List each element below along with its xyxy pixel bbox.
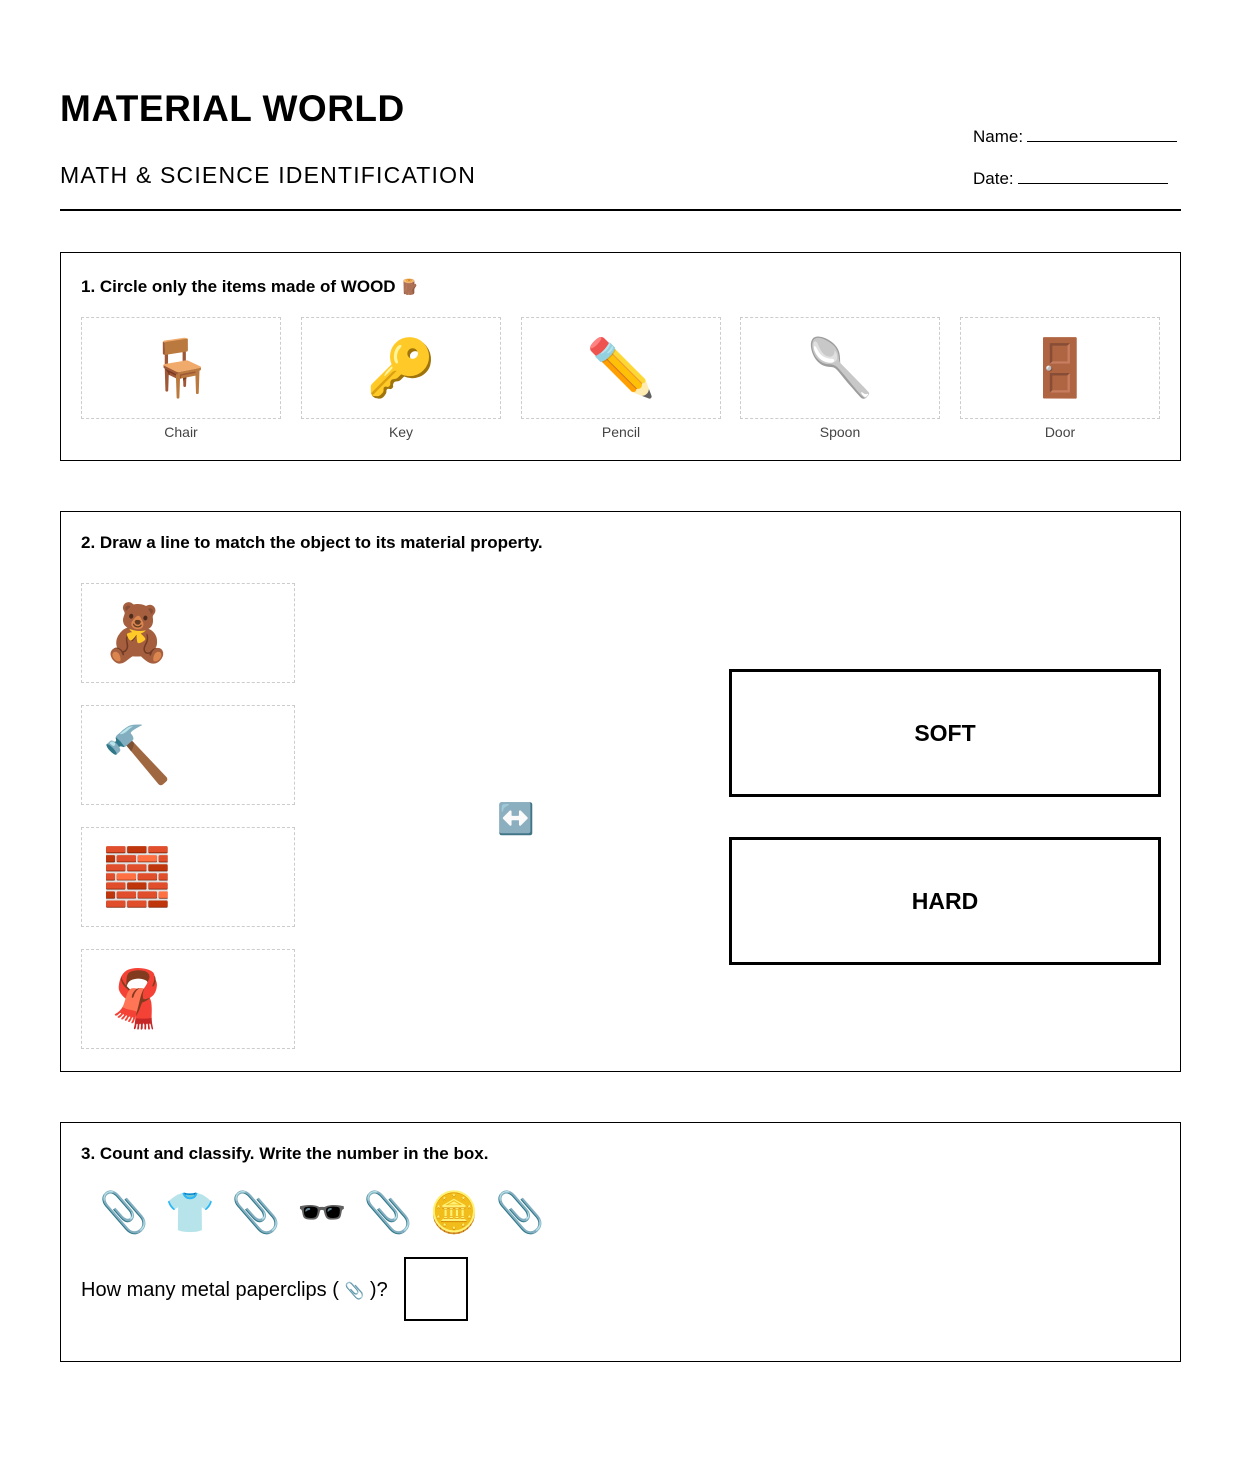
spoon-icon: 🥄 — [805, 336, 875, 399]
pencil-icon: ✏️ — [586, 336, 656, 399]
door-icon: 🚪 — [1025, 336, 1095, 399]
item-spoon[interactable] — [740, 317, 940, 419]
object-hammer[interactable] — [81, 705, 295, 805]
date-line[interactable] — [1018, 183, 1168, 184]
property-soft[interactable]: SOFT — [729, 669, 1161, 797]
date-field[interactable] — [973, 169, 1168, 189]
item-pencil[interactable] — [521, 317, 721, 419]
section-count — [60, 1122, 1181, 1362]
section3-question: 3. Count and classify. Write the number in the box. — [81, 1144, 489, 1163]
scarf-icon: 🧣 — [102, 967, 172, 1030]
item-label: Chair — [164, 424, 198, 440]
object-teddy-bear[interactable] — [81, 583, 295, 683]
answer-box[interactable] — [404, 1257, 468, 1321]
name-label: Name: — [973, 127, 1024, 146]
paperclip-icon: 📎 — [231, 1191, 281, 1235]
section2-question: 2. Draw a line to match the object to its material property. — [81, 533, 543, 552]
chair-icon: 🪑 — [146, 336, 216, 399]
name-field[interactable] — [973, 127, 1177, 147]
object-scarf[interactable] — [81, 949, 295, 1049]
count-items — [91, 1189, 553, 1236]
coin-icon: 🪙 — [429, 1191, 479, 1235]
count-prompt — [81, 1279, 388, 1302]
header-divider — [60, 209, 1181, 211]
worksheet-title: MATERIAL WORLD — [60, 88, 405, 129]
wood-icon: 🪵 — [400, 279, 419, 296]
prompt-text-end: )? — [369, 1279, 388, 1301]
prompt-text: How many metal paperclips ( — [81, 1279, 339, 1301]
t-shirt-icon: 👕 — [165, 1191, 215, 1235]
paperclip-icon: 📎 — [99, 1191, 149, 1235]
glasses-icon: 🕶️ — [297, 1191, 347, 1235]
worksheet-subtitle: MATH & SCIENCE IDENTIFICATION — [60, 162, 477, 188]
section-wood — [60, 252, 1181, 461]
paperclip-icon: 📎 — [495, 1191, 545, 1235]
brick-icon: 🧱 — [102, 845, 172, 908]
key-icon: 🔑 — [366, 336, 436, 399]
item-label: Pencil — [601, 424, 641, 440]
object-brick[interactable] — [81, 827, 295, 927]
name-line[interactable] — [1027, 141, 1177, 142]
question-text: 1. Circle only the items made of WOOD — [81, 277, 396, 296]
section1-question — [81, 277, 419, 297]
item-key[interactable] — [301, 317, 501, 419]
item-label: Spoon — [819, 424, 861, 440]
hammer-icon: 🔨 — [102, 723, 172, 786]
property-hard[interactable]: HARD — [729, 837, 1161, 965]
section-match — [60, 511, 1181, 1072]
left-right-arrow-icon: ↔️ — [497, 803, 535, 836]
paperclip-icon: 📎 — [363, 1191, 413, 1235]
item-label: Key — [388, 424, 414, 440]
item-chair[interactable] — [81, 317, 281, 419]
date-label: Date: — [973, 169, 1014, 188]
item-door[interactable] — [960, 317, 1160, 419]
paperclip-icon: 📎 — [344, 1283, 365, 1300]
item-label: Door — [1044, 424, 1076, 440]
teddy-bear-icon: 🧸 — [102, 601, 172, 664]
